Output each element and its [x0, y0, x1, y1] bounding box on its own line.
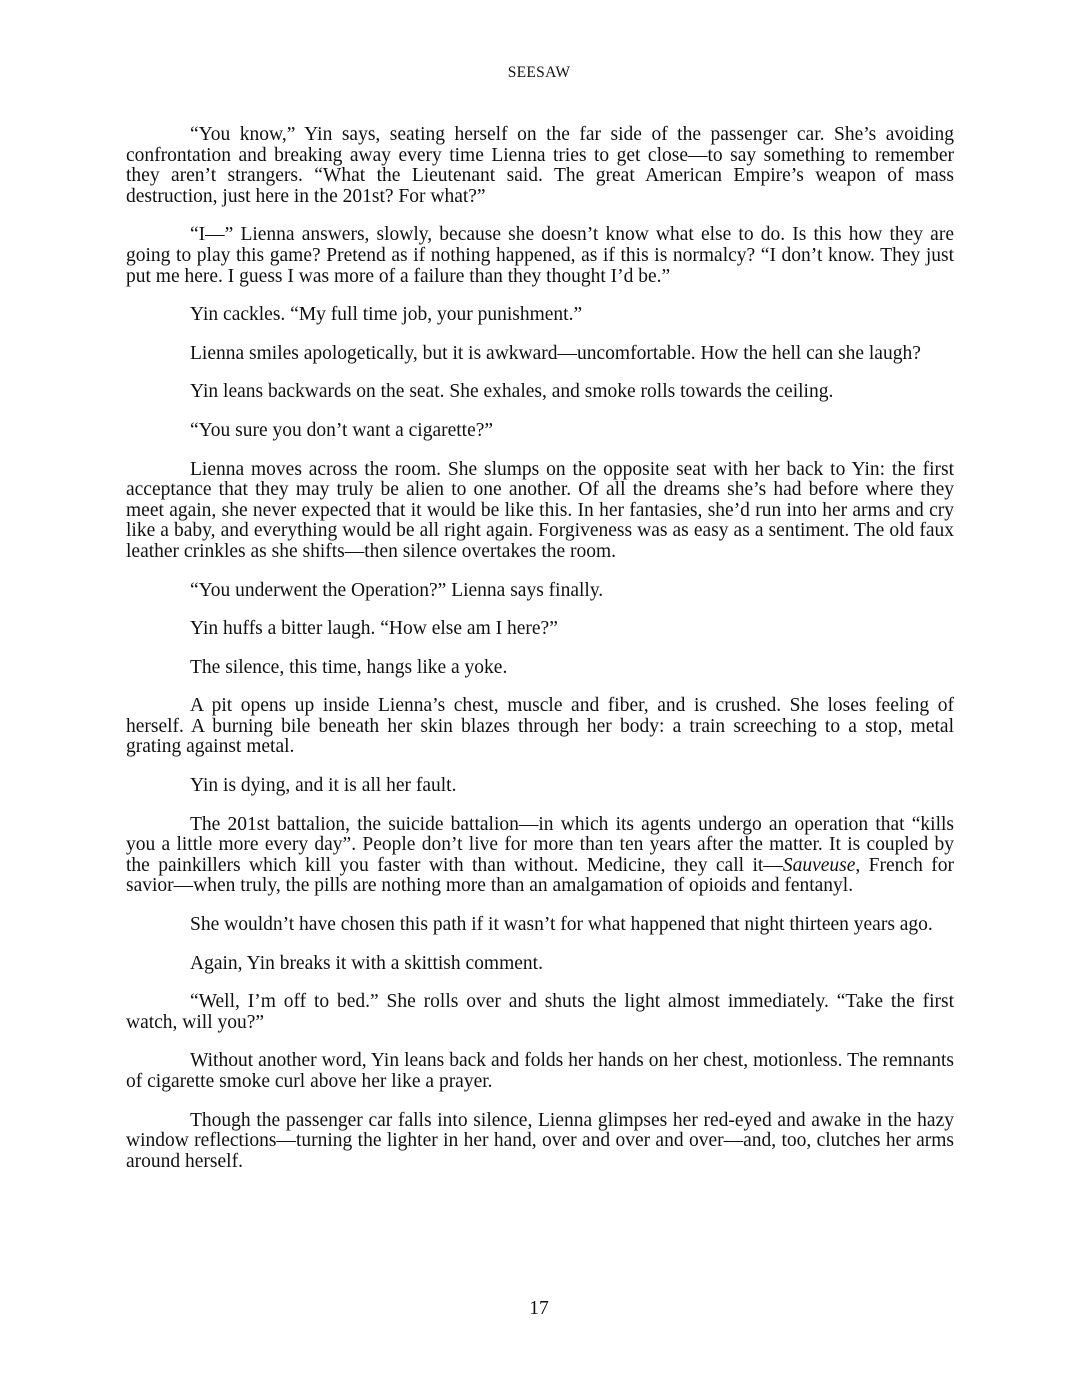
paragraph: Lienna moves across the room. She slumps on the opposite seat with her back to Yin: the first acceptance that they may truly be alien to one another. Of all the dreams she’s had before where they meet again, she never expected that it would be like this. In her fantasies, she’d run into her arms and cry like a baby, and everything would be all right again. Forgiveness was as easy as a sentiment. The old faux leather crinkles as she shifts—then silence overtakes the room.: [126, 458, 954, 562]
paragraph: “You sure you don’t want a cigarette?”: [190, 419, 494, 441]
paragraph-with-italic: [126, 815, 954, 897]
paragraph: Without another word, Yin leans back and folds her hands on her chest, motionless. The remnants of cigarette smoke curl above her like a prayer.: [126, 1050, 954, 1092]
italic-term: Sauveuse: [782, 854, 856, 876]
paragraph: “You underwent the Operation?” Lienna says finally.: [190, 579, 604, 601]
paragraph: Yin cackles. “My full time job, your punishment.”: [190, 304, 583, 326]
paragraph: Yin leans backwards on the seat. She exhales, and smoke rolls towards the ceiling.: [190, 381, 834, 403]
paragraph: Lienna smiles apologetically, but it is awkward—uncomfortable. How the hell can she laugh?: [190, 342, 921, 364]
paragraph: A pit opens up inside Lienna’s chest, muscle and fiber, and is crushed. She loses feeling of herself. A burning bile beneath her skin blazes through her body: a train screeching to a stop, metal grating against metal.: [126, 695, 954, 758]
paragraph: Again, Yin breaks it with a skittish comment.: [190, 952, 543, 974]
paragraph: “Well, I’m off to bed.” She rolls over and shuts the light almost immediately. “Take the first watch, will you?”: [126, 991, 954, 1033]
body-text: [126, 125, 954, 1190]
paragraph-text: The 201st battalion, the suicide battalion—in which its agents undergo an operation that “kills you a little more every day”. People don’t live for more than ten years after the matter. It is coupled by the painkillers which kill you faster with than without. Medicine, they call it—: [126, 813, 954, 876]
paragraph: “You know,” Yin says, seating herself on the far side of the passenger car. She’s avoiding confrontation and breaking away every time Lienna tries to get close—to say something to remember they aren’t strangers. “What the Lieutenant said. The great American Empire’s weapon of mass destruction, just here in the 201st? For what?”: [126, 124, 954, 207]
paragraph: The silence, this time, hangs like a yoke.: [190, 656, 508, 678]
running-header: SEESAW: [507, 64, 571, 81]
page-number: 17: [529, 1298, 549, 1319]
paragraph: Though the passenger car falls into silence, Lienna glimpses her red-eyed and awake in the hazy window reflections—turning the lighter in her hand, over and over and over—and, too, clutches her arms around herself.: [126, 1109, 954, 1172]
paragraph-text: , French for savior—when truly, the pills are nothing more than an amalgamation of opioids and fentanyl.: [126, 854, 954, 897]
paragraph: Yin huffs a bitter laugh. “How else am I here?”: [190, 618, 558, 640]
paragraph: Yin is dying, and it is all her fault.: [190, 775, 457, 797]
paragraph: “I—” Lienna answers, slowly, because she doesn’t know what else to do. Is this how they are going to play this game? Pretend as if nothing happened, as if this is normalcy? “I don’t know. They just put me here. I guess I was more of a failure than they thought I’d be.”: [126, 224, 954, 287]
paragraph: She wouldn’t have chosen this path if it wasn’t for what happened that night thirteen years ago.: [190, 914, 933, 936]
